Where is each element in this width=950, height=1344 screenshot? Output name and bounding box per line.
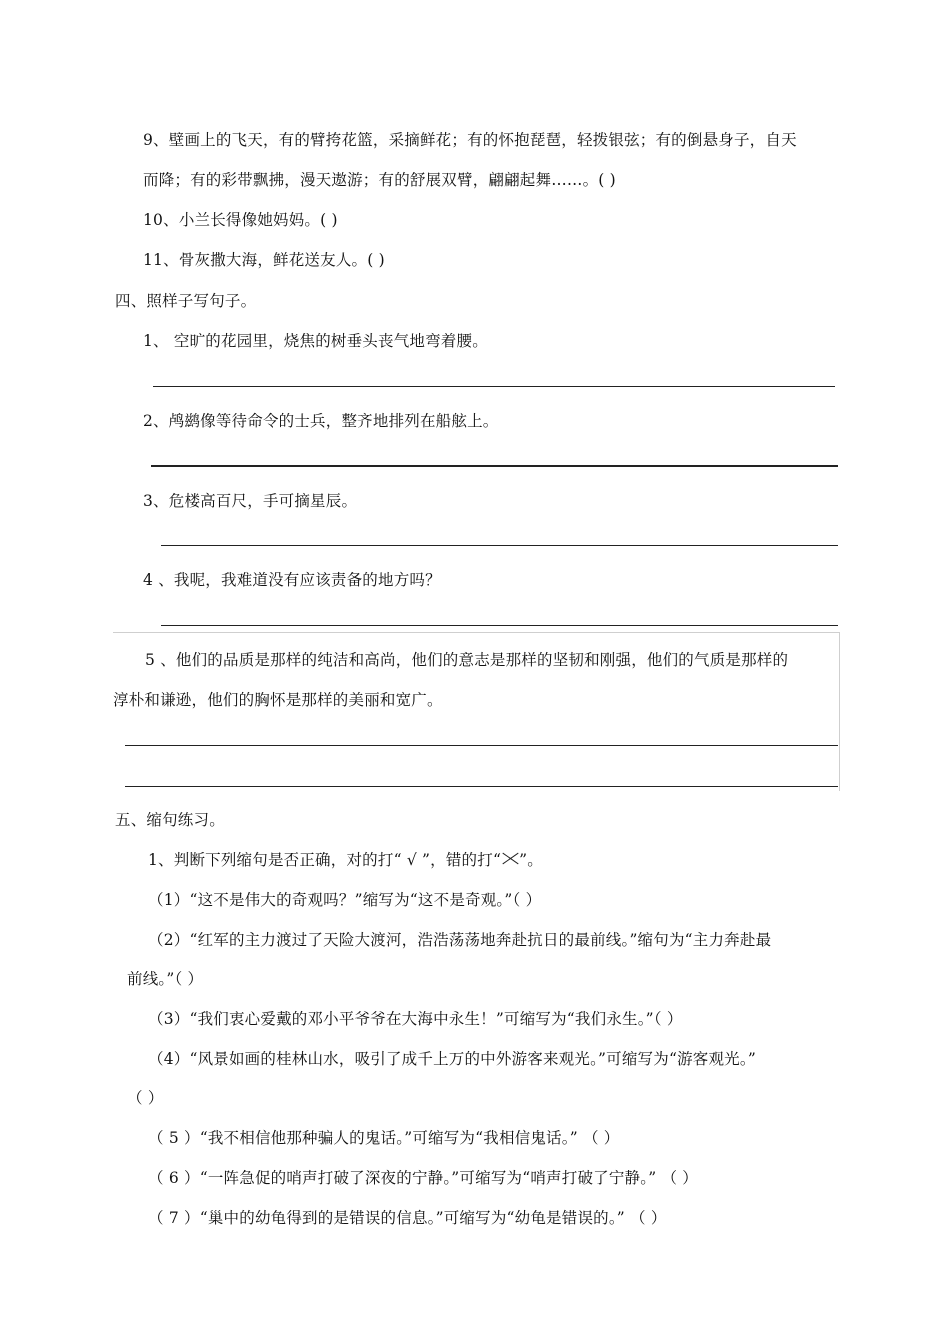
s5-item-4-cont: （ ） xyxy=(127,1089,164,1107)
s4-q5-line1: 5 、他们的品质是那样的纯洁和高尚，他们的意志是那样的坚韧和刚强，他们的气质是那样的 xyxy=(145,651,789,669)
answer-line-5a[interactable] xyxy=(125,745,838,746)
answer-line-1[interactable] xyxy=(153,386,835,387)
instruction-prefix: 1、判断下列缩句是否正确，对的打“ √ ”，错的打“ xyxy=(148,851,502,869)
section4-heading: 四、照样子写句子。 xyxy=(115,292,257,310)
s5-item-2-cont: 前线。”（ ） xyxy=(127,970,204,988)
s5-item-1: （1）“这不是伟大的奇观吗？”缩写为“这不是奇观。”（ ） xyxy=(148,891,542,909)
s4-q4: 4 、我呢，我难道没有应该责备的地方吗？ xyxy=(143,571,441,589)
s5-instruction xyxy=(148,850,543,870)
s5-item-5: （ 5 ）“我不相信他那种骗人的鬼话。”可缩写为“我相信鬼话。” （ ） xyxy=(148,1129,620,1147)
s5-item-4: （4）“风景如画的桂林山水，吸引了成千上万的中外游客来观光。”可缩写为“游客观光。” xyxy=(148,1050,756,1068)
answer-line-5b[interactable] xyxy=(125,786,838,787)
cross-mark-icon xyxy=(501,852,519,866)
s4-q5-line2: 淳朴和谦逊，他们的胸怀是那样的美丽和宽广。 xyxy=(113,691,443,709)
instruction-suffix: ”。 xyxy=(519,851,543,869)
section5-heading: 五、缩句练习。 xyxy=(115,811,225,829)
q9-line2: 而降；有的彩带飘拂，漫天遨游；有的舒展双臂，翩翩起舞……。( ) xyxy=(143,171,616,189)
answer-line-4[interactable] xyxy=(161,625,838,626)
s4-q2: 2、鸬鹚像等待命令的士兵，整齐地排列在船舷上。 xyxy=(143,412,499,430)
q11: 11、骨灰撒大海，鲜花送友人。( ) xyxy=(143,251,385,269)
q10: 10、小兰长得像她妈妈。( ) xyxy=(143,211,338,229)
s5-item-3: （3）“我们衷心爱戴的邓小平爷爷在大海中永生！”可缩写为“我们永生。”（ ） xyxy=(148,1010,683,1028)
s5-item-2: （2）“红军的主力渡过了天险大渡河，浩浩荡荡地奔赴抗日的最前线。”缩句为“主力奔赴最 xyxy=(148,931,772,949)
q9-line1: 9、壁画上的飞天，有的臂挎花篮，采摘鲜花；有的怀抱琵琶，轻拨银弦；有的倒悬身子，自天 xyxy=(143,131,797,149)
answer-line-2[interactable] xyxy=(151,465,838,467)
answer-line-3[interactable] xyxy=(161,545,838,546)
s4-q1: 1、 空旷的花园里，烧焦的树垂头丧气地弯着腰。 xyxy=(143,332,488,350)
s5-item-7: （ 7 ）“巢中的幼龟得到的是错误的信息。”可缩写为“幼龟是错误的。” （ ） xyxy=(148,1209,667,1227)
s5-item-6: （ 6 ）“一阵急促的哨声打破了深夜的宁静。”可缩写为“哨声打破了宁静。” （ ） xyxy=(148,1169,698,1187)
s4-q3: 3、危楼高百尺，手可摘星辰。 xyxy=(143,492,358,510)
